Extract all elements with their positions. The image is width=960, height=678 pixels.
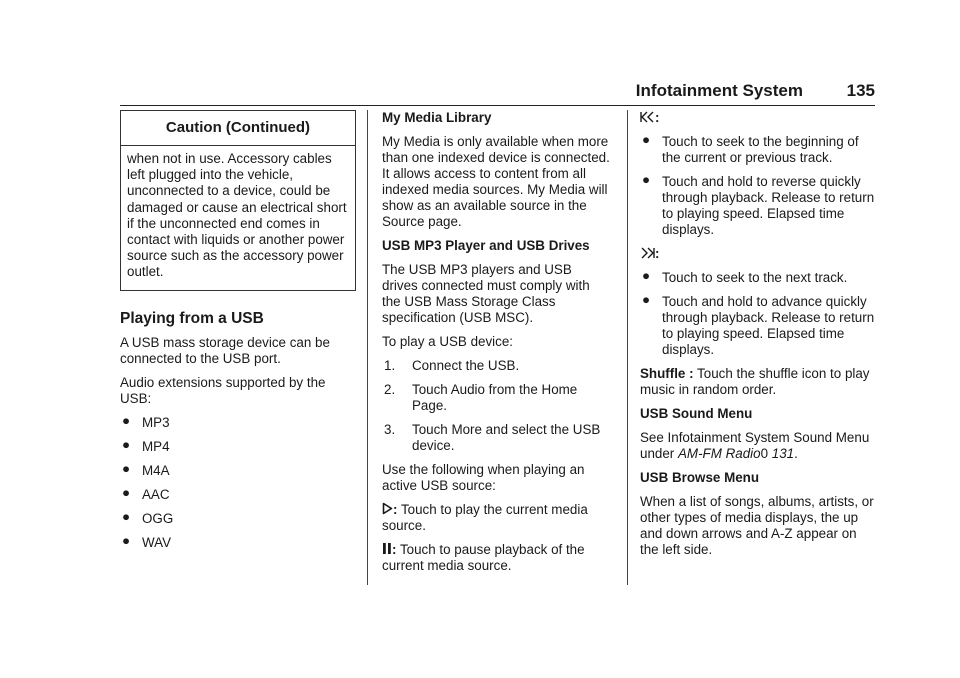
usb-drives-text: The USB MP3 players and USB drives connected must comply with the USB Mass Storage Class specification (USB MSC). xyxy=(382,262,590,325)
bullet-icon: ● xyxy=(122,460,131,476)
controls-intro: Use the following when playing an active USB source: xyxy=(382,462,585,493)
format-item: ● MP3 xyxy=(122,412,170,430)
play-description: : Touch to play the current media source. xyxy=(382,502,588,533)
next-track-label: : xyxy=(640,246,875,262)
sound-menu-title: USB Sound Menu xyxy=(640,406,753,421)
format-item: ● MP4 xyxy=(122,436,170,454)
pause-icon xyxy=(382,542,392,555)
usb-intro: A USB mass storage device can be connected to the USB port. xyxy=(120,334,330,366)
next-bullet: ● Touch to seek to the next track. xyxy=(642,268,848,285)
usb-drives-title: USB MP3 Player and USB Drives xyxy=(382,238,590,253)
play-icon xyxy=(382,502,393,515)
sound-menu-text: See Infotainment System Sound Menu under AM-FM Radio0 131. xyxy=(640,430,870,461)
mymedia-title: My Media Library xyxy=(382,110,492,125)
browse-menu-title: USB Browse Menu xyxy=(640,470,760,485)
format-item: ● OGG xyxy=(122,508,174,526)
prev-bullet: ● Touch and hold to reverse quickly through playback. Release to return to playing speed. Elapsed time displays. xyxy=(642,172,875,237)
page-ref-icon: 0 xyxy=(760,446,769,461)
next-bullet: ● Touch and hold to advance quickly through playback. Release to return to playing speed. Elapsed time displays. xyxy=(642,292,875,357)
format-item: ● AAC xyxy=(122,484,170,502)
seek-back-icon xyxy=(640,111,655,123)
play-intro: To play a USB device: xyxy=(382,334,513,349)
bullet-icon: ● xyxy=(122,484,131,500)
column-divider xyxy=(367,110,368,585)
step-item: 3. Touch More and select the USB device. xyxy=(384,422,601,453)
step-item: 2. Touch Audio from the Home Page. xyxy=(384,382,578,413)
page-header xyxy=(120,80,875,106)
mymedia-text: My Media is only available when more than one indexed device is connected. It allows access to content from all indexed media sources. My Media will show as an available source in the Source page. xyxy=(382,134,610,229)
section-title: Infotainment System xyxy=(635,81,803,100)
bullet-icon: ● xyxy=(122,508,131,524)
extensions-intro: Audio extensions supported by the USB: xyxy=(120,374,326,406)
page-number: 135 xyxy=(846,81,875,100)
step-item: 1. Connect the USB. xyxy=(384,358,520,373)
prev-bullet: ● Touch to seek to the beginning of the current or previous track. xyxy=(642,132,859,165)
format-item: ● M4A xyxy=(122,460,170,478)
bullet-icon: ● xyxy=(642,172,651,187)
shuffle-description: Shuffle : Touch the shuffle icon to play music in random order. xyxy=(640,366,870,397)
bullet-icon: ● xyxy=(642,132,651,147)
format-item: ● WAV xyxy=(122,532,172,550)
pause-description: : Touch to pause playback of the current media source. xyxy=(382,542,585,573)
column-divider xyxy=(627,110,628,585)
usb-heading: Playing from a USB xyxy=(120,309,264,327)
bullet-icon: ● xyxy=(642,292,651,307)
prev-track-label: : xyxy=(640,110,875,126)
cross-reference: AM-FM Radio xyxy=(677,446,761,461)
bullet-icon: ● xyxy=(122,436,131,452)
bullet-icon: ● xyxy=(122,412,131,428)
bullet-icon: ● xyxy=(642,268,651,283)
caution-box xyxy=(120,110,356,291)
column-middle xyxy=(382,110,610,582)
browse-menu-text: When a list of songs, albums, artists, or other types of media displays, the up and down arrows and A-Z appear on the left side. xyxy=(640,494,874,557)
bullet-icon: ● xyxy=(122,532,131,548)
column-left xyxy=(120,110,356,559)
caution-title: Caution (Continued) xyxy=(121,111,355,146)
seek-forward-icon xyxy=(640,247,655,259)
column-right xyxy=(640,110,875,566)
caution-text: when not in use. Accessory cables left plugged into the vehicle, unconnected to a device, could be damaged or cause an electrical short if the unconnected end comes in contact with liquids or another power source such as the accessory power outlet. xyxy=(127,151,347,280)
